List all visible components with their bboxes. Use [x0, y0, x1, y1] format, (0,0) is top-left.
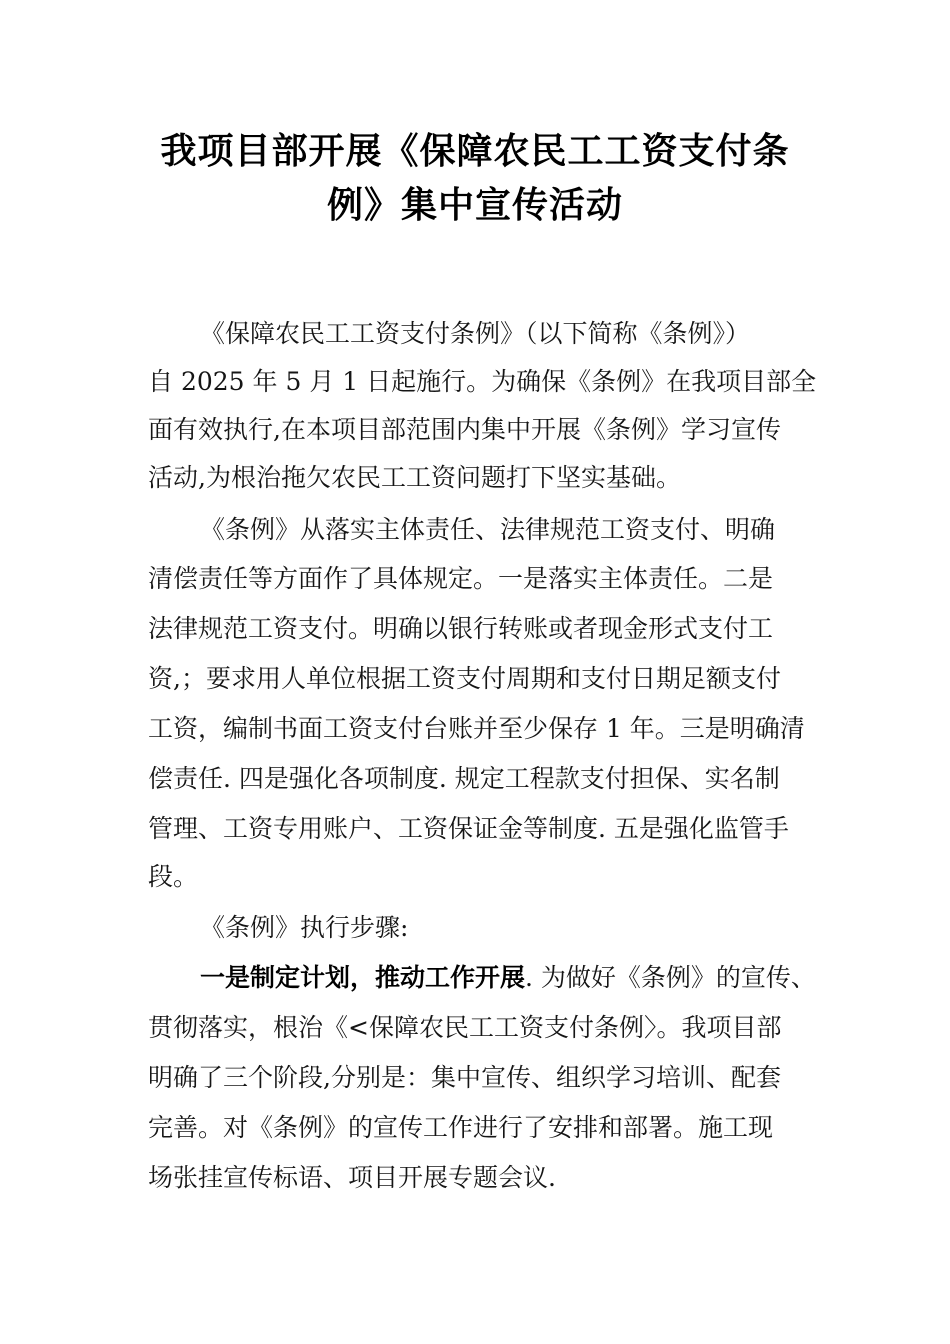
- paragraph-1-line-4: 活动,为根治拖欠农民工工资问题打下坚实基础。: [148, 463, 681, 492]
- document-title-line-2: 例》集中宣传活动: [326, 185, 623, 226]
- paragraph-2-line-3: 法律规范工资支付。明确以银行转账或者现金形式支付工: [148, 614, 774, 643]
- paragraph-2-line-5: 工资，编制书面工资支付台账并至少保存 1 年。三是明确清: [148, 714, 805, 743]
- paragraph-4-line-3: 明确了三个阶段,分别是：集中宣传、组织学习培训、配套: [148, 1063, 781, 1092]
- paragraph-2-line-8: 段。: [148, 862, 199, 891]
- paragraph-1-line-1: 《保障农民工工资支付条例》（以下简称《条例》）: [200, 319, 751, 348]
- paragraph-2-line-2: 清偿责任等方面作了具体规定。一是落实主体责任。二是: [148, 564, 774, 593]
- paragraph-3: 《条例》执行步骤:: [200, 913, 409, 942]
- paragraph-2-line-1: 《条例》从落实主体责任、法律规范工资支付、明确: [200, 515, 776, 544]
- paragraph-1-line-2: 自 2025 年 5 月 1 日起施行。为确保《条例》在我项目部全: [148, 367, 817, 396]
- paragraph-4-line-5: 场张挂宣传标语、项目开展专题会议.: [148, 1163, 556, 1192]
- paragraph-4-lead-rest: . 为做好《条例》的宣传、: [525, 963, 816, 992]
- paragraph-4-line-4: 完善。对《条例》的宣传工作进行了安排和部署。施工现: [148, 1113, 774, 1142]
- paragraph-4-bold-lead: 一是制定计划，推动工作开展: [200, 963, 526, 992]
- paragraph-4-line-2: 贯彻落实，根治《<保障农民工工资支付条例〉。我项目部: [148, 1013, 782, 1042]
- document-title-line-1: 我项目部开展《保障农民工工资支付条: [160, 131, 790, 172]
- paragraph-2-line-6: 偿责任. 四是强化各项制度. 规定工程款支付担保、实名制: [148, 764, 780, 793]
- paragraph-4-line-1: [200, 962, 816, 994]
- paragraph-1-line-3: 面有效执行,在本项目部范围内集中开展《条例》学习宣传: [148, 415, 781, 444]
- paragraph-2-line-7: 管理、工资专用账户、工资保证金等制度. 五是强化监管手: [148, 814, 789, 843]
- paragraph-2-line-4: 资,；要求用人单位根据工资支付周期和支付日期足额支付: [148, 664, 781, 693]
